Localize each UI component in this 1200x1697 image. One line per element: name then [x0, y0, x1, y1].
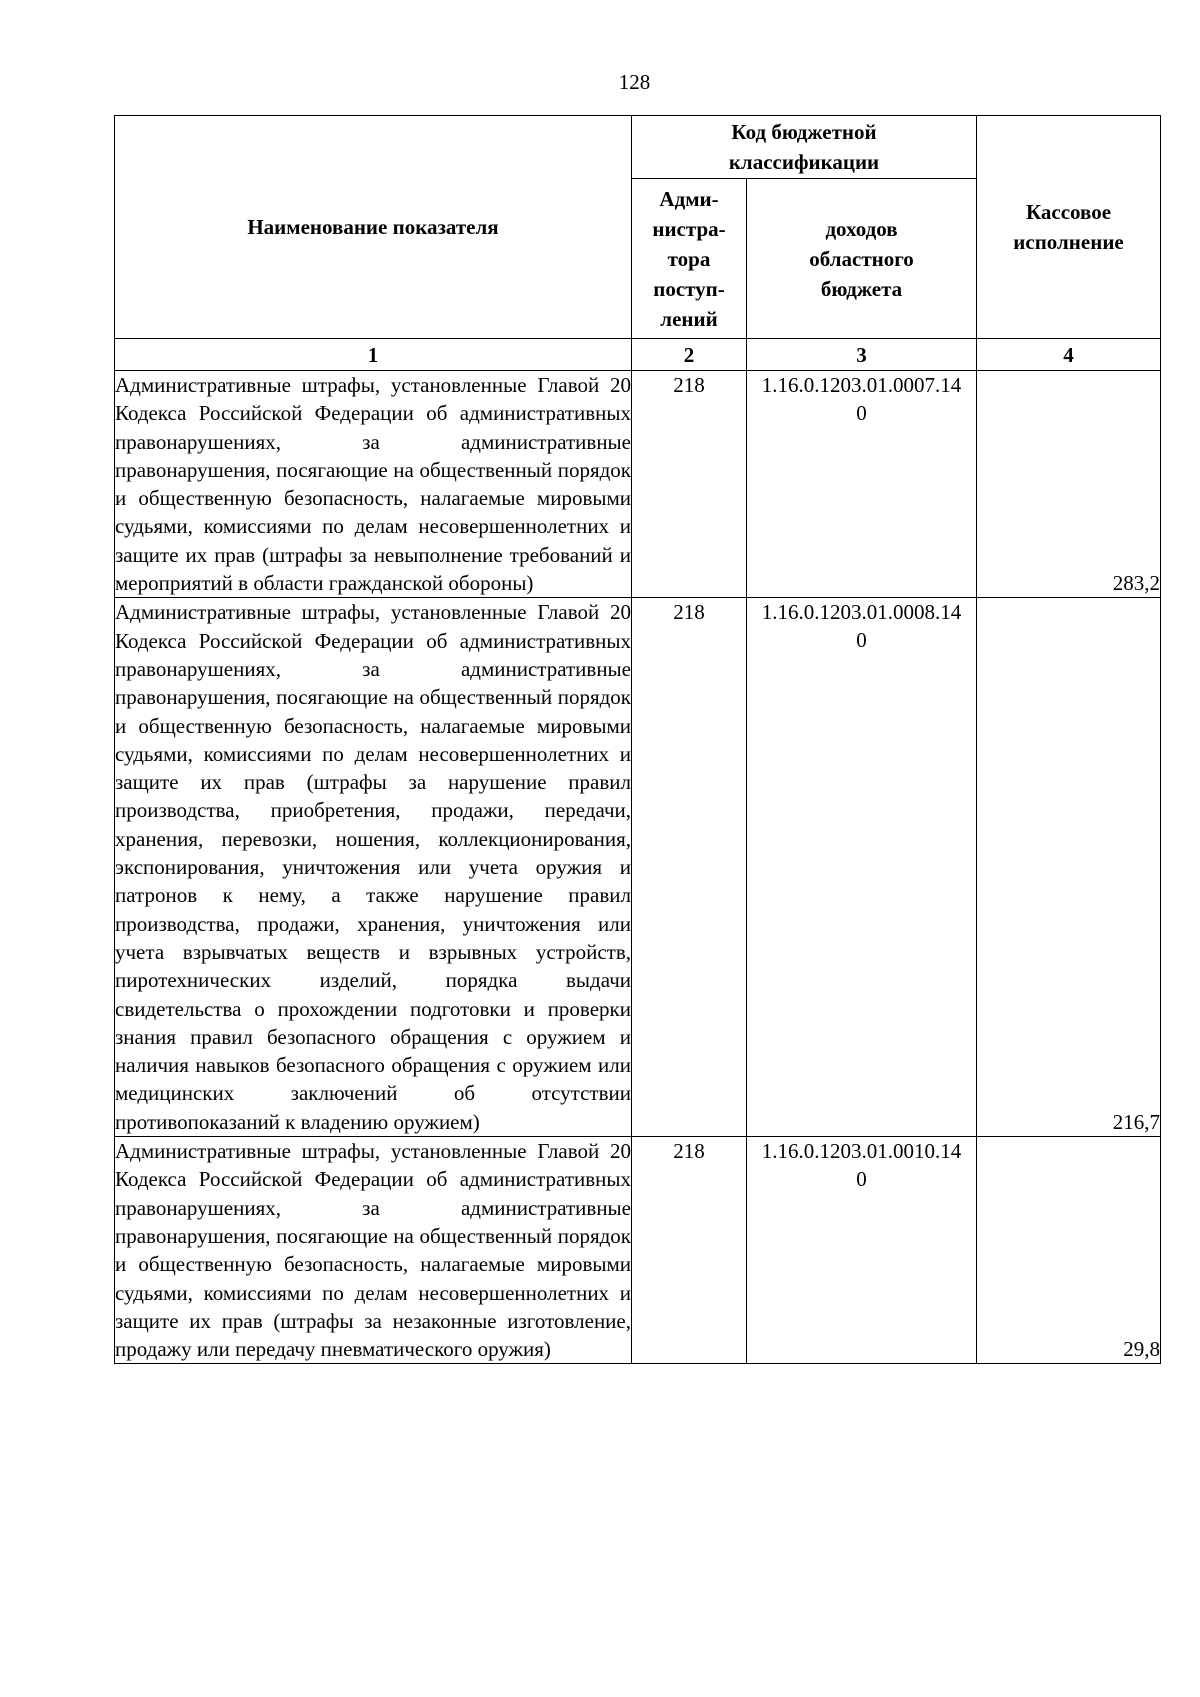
- page-number: 128: [618, 70, 651, 94]
- header-regional-income: доходов областного бюджета: [747, 179, 977, 339]
- execution-amount: 283,2: [977, 371, 1161, 598]
- budget-revenue-table: [114, 115, 1161, 1364]
- indicator-name: Административные штрафы, установленные Главой 20 Кодекса Российской Федерации об административных правонарушениях, за административные правонарушения, посягающие на общественный порядок и общественную безопасность, налагаемые мировыми судьями, комиссиями по делам несовершеннолетних и защите их прав (штрафы за нарушение правил производства, приобретения, продажи, передачи, хранения, перевозки, ношения, коллекционирования, экспонирования, уничтожения или учета оружия и патронов к нему, а также нарушение правил производства, продажи, хранения, уничтожения или учета взрывчатых веществ и взрывных устройств, пиротехнических изделий, порядка выдачи свидетельства о прохождении подготовки и проверки знания правил безопасного обращения с оружием и наличия навыков безопасного обращения с оружием или медицинских заключений об отсутствии противопоказаний к владению оружием): [115, 598, 632, 1137]
- income-code-text: 1.16.0.1203.01.0010.140: [761, 1139, 962, 1192]
- income-code: [747, 1137, 977, 1364]
- column-number-3: 3: [747, 339, 977, 371]
- income-code-text: 1.16.0.1203.01.0008.140: [761, 600, 962, 653]
- column-number-2: 2: [632, 339, 747, 371]
- table-row: [115, 371, 1161, 598]
- indicator-name: Административные штрафы, установленные Главой 20 Кодекса Российской Федерации об административных правонарушениях, за административные правонарушения, посягающие на общественный порядок и общественную безопасность, налагаемые мировыми судьями, комиссиями по делам несовершеннолетних и защите их прав (штрафы за невыполнение требований и мероприятий в области гражданской обороны): [115, 371, 632, 598]
- header-administrator: Адми-нистра-тора поступ-лений: [632, 179, 747, 339]
- administrator-code: 218: [632, 598, 747, 1137]
- header-cash-execution: Кассовое исполнение: [977, 116, 1161, 339]
- indicator-name: Административные штрафы, установленные Главой 20 Кодекса Российской Федерации об административных правонарушениях, за административные правонарушения, посягающие на общественный порядок и общественную безопасность, налагаемые мировыми судьями, комиссиями по делам несовершеннолетних и защите их прав (штрафы за незаконные изготовление, продажу или передачу пневматического оружия): [115, 1137, 632, 1364]
- header-indicator-name: Наименование показателя: [115, 116, 632, 339]
- execution-amount: 216,7: [977, 598, 1161, 1137]
- column-number-1: 1: [115, 339, 632, 371]
- income-code: [747, 598, 977, 1137]
- administrator-code: 218: [632, 1137, 747, 1364]
- table-row: [115, 1137, 1161, 1364]
- column-number-4: 4: [977, 339, 1161, 371]
- administrator-code: 218: [632, 371, 747, 598]
- execution-amount: 29,8: [977, 1137, 1161, 1364]
- income-code: [747, 371, 977, 598]
- header-budget-classification-code: Код бюджетной классификации: [632, 116, 977, 179]
- income-code-text: 1.16.0.1203.01.0007.140: [761, 373, 962, 425]
- table-row: [115, 598, 1161, 1137]
